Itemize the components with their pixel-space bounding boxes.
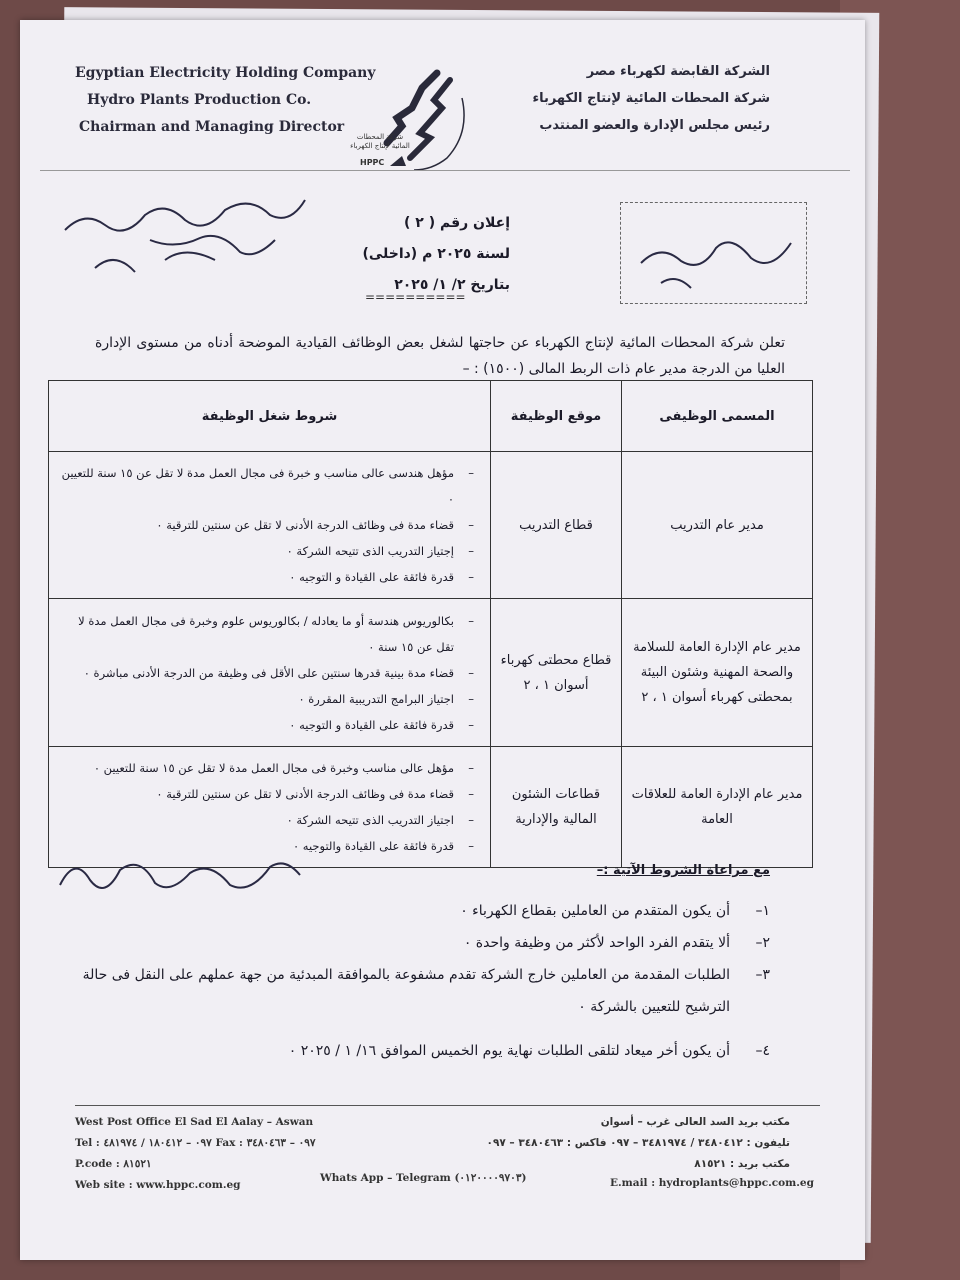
condition-item: – قدرة فائقة على القيادة و التوجيه ٠ (57, 564, 476, 590)
announcement-year: لسنة ٢٠٢٥ م (داخلى) (362, 246, 510, 262)
footer-divider (75, 1105, 820, 1106)
footer-postcode-ar: مكتب بريد : ٨١٥٢١ (694, 1158, 790, 1170)
job-conditions (49, 599, 491, 747)
en-company-line-2: Hydro Plants Production Co. (87, 92, 312, 108)
header-divider (40, 170, 850, 171)
job-title: مدير عام الإدارة العامة للسلامة والصحة المهنية وشئون البيئة بمحطتى كهرباء أسوان ١ ، ٢ (622, 599, 813, 747)
footer-email: E.mail : hydroplants@hppc.com.eg (610, 1177, 814, 1189)
ar-company-line-2: شركة المحطات المائية لإنتاج الكهرباء (532, 91, 770, 106)
en-company-line-1: Egyptian Electricity Holding Company (75, 65, 376, 81)
logo-arabic-text: شركة المحطات المائية لإنتاج الكهرباء (350, 133, 410, 150)
condition-item: – إجتياز التدريب الذى تتيحه الشركة ٠ (57, 538, 476, 564)
condition-item: – مؤهل هندسى عالى مناسب و خبرة فى مجال العمل مدة لا تقل عن ١٥ سنة للتعيين ٠ (57, 460, 476, 512)
intro-paragraph: تعلن شركة المحطات المائية لإنتاج الكهرباء عن حاجتها لشغل بعض الوظائف القيادية الموضحة أدناه من مستوى الإدارة العليا من الدرجة مدير عام ذات الربط المالى (١٥٠٠) : – (95, 335, 785, 377)
announcement-number: إعلان رقم ( ٢ ) (404, 215, 510, 231)
footer-phone-en: Tel : ٠٩٧ – ١٨٠٤١٢ / ٤٨١٩٧٤ Fax : ٠٩٧ – ٣٤٨٠٤٦٣ (75, 1137, 316, 1149)
condition-item: – مؤهل عالى مناسب وخبرة فى مجال العمل مدة لا تقل عن ١٥ سنة للتعيين ٠ (57, 755, 476, 781)
announcement-date: بتاريخ ٢/ ١/ ٢٠٢٥ (394, 277, 510, 293)
condition-item: – قضاء مدة بينية قدرها سنتين على الأقل فى وظيفة من الدرجة الأدنى مباشرة ٠ (57, 660, 476, 686)
announcement-document (20, 20, 865, 1260)
list-item (80, 1035, 770, 1067)
list-item (80, 959, 770, 1023)
condition-number: ١– (755, 903, 770, 919)
header-job-location: موقع الوظيفة (491, 381, 622, 452)
ar-company-line-3: رئيس مجلس الإدارة والعضو المنتدب (539, 118, 770, 133)
handwritten-note-top (55, 180, 315, 280)
ar-company-line-1: الشركة القابضة لكهرباء مصر (586, 64, 770, 79)
footer-postcode-en: P.code : ٨١٥٢١ (75, 1158, 152, 1170)
condition-number: ٢– (755, 935, 770, 951)
condition-number: ٤– (755, 1043, 770, 1059)
condition-item: – اجتياز البرامج التدريبية المقررة ٠ (57, 686, 476, 712)
english-letterhead (75, 60, 376, 141)
footer-english (75, 1112, 316, 1196)
condition-text: أن يكون المتقدم من العاملين بقطاع الكهرباء ٠ (460, 903, 730, 919)
table-header-row (49, 381, 813, 452)
condition-text: أن يكون أخر ميعاد لتلقى الطلبات نهاية يوم الخميس الموافق ١٦/ ١ / ٢٠٢٥ ٠ (288, 1043, 730, 1059)
footer-address-ar: مكتب بريد السد العالى غرب – أسوان (600, 1116, 790, 1128)
header-job-conditions: شروط شغل الوظيفة (49, 381, 491, 452)
arabic-letterhead (532, 58, 770, 139)
jobs-table (48, 380, 813, 868)
list-item (80, 895, 770, 927)
header-job-title: المسمى الوظيفى (622, 381, 813, 452)
list-item (80, 927, 770, 959)
condition-text: الطلبات المقدمة من العاملين خارج الشركة تقدم مشفوعة بالموافقة المبدئية من جهة عملهم على النقل فى حالة الترشيح للتعيين بالشركة ٠ (82, 967, 730, 1015)
job-title: مدير عام التدريب (622, 452, 813, 599)
logo-abbreviation: HPPC (360, 158, 385, 167)
condition-item: – اجتياز التدريب الذى تتيحه الشركة ٠ (57, 807, 476, 833)
footer-whatsapp: Whats App – Telegram (٠١٢٠٠٠٠٩٧٠٣) (320, 1172, 527, 1184)
footer-arabic (487, 1112, 790, 1175)
job-conditions (49, 452, 491, 599)
condition-item: – قدرة فائقة على القيادة و التوجيه ٠ (57, 712, 476, 738)
job-location: قطاع التدريب (491, 452, 622, 599)
job-title: مدير عام الإدارة العامة للعلاقات العامة (622, 747, 813, 868)
job-location: قطاع محطتى كهرباء أسوان ١ ، ٢ (491, 599, 622, 747)
separator-line: ========== (365, 290, 466, 304)
footer-phone-ar: تليفون : ٣٤٨٠٤١٢ / ٣٤٨١٩٧٤ – ٠٩٧ فاكس : ٣٤٨٠٤٦٣ – ٠٩٧ (486, 1137, 790, 1149)
condition-number: ٣– (755, 967, 770, 983)
condition-item: – قدرة فائقة على القيادة والتوجيه ٠ (57, 833, 476, 859)
received-stamp (620, 202, 807, 304)
conditions-heading: مع مراعاة الشروط الآتية :– (596, 863, 770, 878)
table-row (49, 599, 813, 747)
company-logo (342, 58, 492, 183)
condition-item: – بكالوريوس هندسة أو ما يعادله / بكالوريوس علوم وخبرة فى مجال العمل مدة لا تقل عن ١٥ سنة ٠ (57, 608, 476, 660)
announcement-info (350, 208, 510, 301)
en-company-line-3: Chairman and Managing Director (79, 119, 345, 135)
condition-item: – قضاء مدة فى وظائف الدرجة الأدنى لا تقل عن سنتين للترقية ٠ (57, 512, 476, 538)
condition-text: ألا يتقدم الفرد الواحد لأكثر من وظيفة واحدة ٠ (463, 935, 730, 951)
footer-website: Web site : www.hppc.com.eg (75, 1179, 241, 1191)
condition-item: – قضاء مدة فى وظائف الدرجة الأدنى لا تقل عن سنتين للترقية ٠ (57, 781, 476, 807)
table-row (49, 452, 813, 599)
table-row (49, 747, 813, 868)
job-location: قطاعات الشئون المالية والإدارية (491, 747, 622, 868)
footer-address-en: West Post Office El Sad El Aalay – Aswan (75, 1116, 314, 1128)
stamp-handwriting (621, 203, 806, 303)
conditions-list (80, 895, 770, 1067)
job-conditions (49, 747, 491, 868)
